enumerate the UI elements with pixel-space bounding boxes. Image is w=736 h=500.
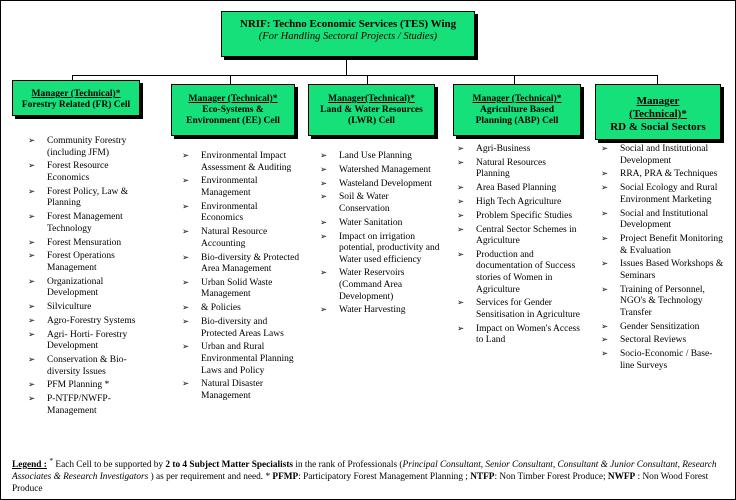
list-item-text: Social and Institutional Development (620, 208, 709, 231)
list-item (182, 317, 302, 340)
list-item (320, 179, 440, 191)
bullet-arrow-icon: ➢ (28, 237, 36, 248)
list-item-text: Water Sanitation (339, 217, 403, 228)
list-item (601, 183, 725, 206)
manager-box-rd (595, 84, 721, 140)
list-item (182, 303, 302, 315)
bullet-arrow-icon: ➢ (28, 136, 36, 146)
manager-cell-name: RD & Social Sectors (610, 121, 706, 133)
legend-text: : Participatory Forest Management Planning ; (298, 471, 471, 482)
bullet-arrow-icon: ➢ (601, 233, 609, 244)
legend-ranks: Principal Consultant, Senior Consultant, Consultant & Junior Consultant, Research Associates & Research Investigators (12, 460, 717, 482)
list-item (182, 227, 302, 250)
list-item (457, 144, 582, 156)
bullet-arrow-icon: ➢ (28, 315, 36, 326)
list-item-text: Central Sector Schemes in Agriculture (476, 224, 577, 247)
list-item (320, 305, 440, 317)
bullet-arrow-icon: ➢ (320, 217, 328, 228)
bullet-arrow-icon: ➢ (182, 227, 190, 238)
list-item-text: Socio-Economic / Base-line Surveys (620, 349, 713, 371)
list-item-text: Agro-Forestry Systems (47, 315, 136, 326)
list-item (457, 225, 582, 248)
bullet-arrow-icon: ➢ (457, 249, 465, 260)
bullet-arrow-icon: ➢ (182, 252, 190, 263)
list-item (182, 342, 302, 377)
bullet-arrow-icon: ➢ (457, 144, 465, 154)
list-item-text: Gender Sensitization (620, 321, 700, 332)
list-item-text: Urban and Rural Environmental Planning Laws and Policy (201, 342, 294, 376)
list-item-text: High Tech Agriculture (476, 196, 562, 207)
list-item-text: Water Harvesting (339, 305, 406, 316)
bullet-arrow-icon: ➢ (457, 298, 465, 309)
bullet-arrow-icon: ➢ (457, 224, 465, 235)
bullet-arrow-icon: ➢ (601, 349, 609, 360)
drop-abp (514, 75, 515, 84)
list-item (28, 380, 146, 392)
manager-title: Manager (Technical)* (472, 94, 562, 104)
abp-cell-items (457, 144, 582, 349)
bullet-arrow-icon: ➢ (320, 231, 328, 242)
list-item (601, 322, 725, 334)
list-item (601, 349, 725, 372)
list-item-text: Forest Policy, Law & Planning (47, 186, 129, 209)
list-item-text: Agri-Business (476, 144, 531, 154)
bullet-arrow-icon: ➢ (457, 196, 465, 207)
bullet-arrow-icon: ➢ (601, 284, 609, 295)
bullet-arrow-icon: ➢ (601, 169, 609, 180)
bullet-arrow-icon: ➢ (601, 183, 609, 194)
lwr-cell-items (320, 151, 440, 319)
list-item-text: Silviculture (47, 302, 92, 313)
list-item (457, 183, 582, 195)
list-item-text: Forest Operations Management (47, 251, 115, 273)
list-item (28, 251, 146, 274)
bullet-arrow-icon: ➢ (457, 323, 465, 334)
manager-box-fr (12, 80, 140, 116)
legend (12, 455, 724, 495)
list-item (601, 169, 725, 181)
list-item (320, 151, 440, 163)
manager-box-ee (171, 84, 295, 136)
list-item-text: Bio-diversity and Protected Areas Laws (201, 317, 284, 339)
manager-box-lwr (308, 84, 435, 136)
manager-cell-name: Forestry Related (FR) Cell (21, 100, 131, 110)
manager-cell-name-2: (LWR) Cell (348, 116, 395, 126)
legend-abbr-nwfp: NWFP (607, 471, 636, 482)
bullet-arrow-icon: ➢ (28, 329, 36, 340)
list-item (182, 176, 302, 199)
list-item (182, 379, 302, 402)
bullet-arrow-icon: ➢ (601, 208, 609, 219)
tes-wing-box (221, 11, 475, 57)
list-item-text: Soil & Water Conservation (339, 192, 390, 214)
list-item-text: Training of Personnel, NGO's & Technology Transfer (620, 284, 705, 318)
rd-cell-items (601, 144, 725, 375)
manager-title: Manager (Technical)* (31, 89, 121, 99)
list-item-text: Natural Disaster Management (201, 379, 263, 401)
list-item (601, 234, 725, 257)
list-item-text: RRA, PRA & Techniques (620, 169, 718, 180)
list-item (182, 253, 302, 276)
ee-cell-items (182, 151, 302, 405)
bullet-arrow-icon: ➢ (457, 183, 465, 194)
list-item-text: Forest Management Technology (47, 212, 123, 234)
list-item (28, 136, 146, 159)
bullet-arrow-icon: ➢ (320, 178, 328, 189)
bullet-arrow-icon: ➢ (457, 210, 465, 221)
list-item (28, 277, 146, 300)
horizontal-bus (72, 75, 657, 76)
drop-lwr (367, 75, 368, 84)
list-item (28, 238, 146, 250)
list-item (457, 298, 582, 321)
list-item-text: Services for Gender Sensitisation in Agriculture (476, 298, 580, 321)
tes-wing-title: NRIF: Techno Economic Services (TES) Wing (239, 18, 457, 30)
list-item-text: Impact on irrigation potential, productivity and Water used efficiency (339, 231, 440, 265)
list-item (28, 212, 146, 235)
bullet-arrow-icon: ➢ (182, 379, 190, 390)
list-item (457, 250, 582, 296)
list-item (320, 165, 440, 177)
manager-cell-name: Land & Water Resources (320, 105, 423, 115)
bullet-arrow-icon: ➢ (182, 342, 190, 353)
legend-text: : Non Wood Forest Produce (12, 471, 709, 494)
drop-rd (657, 75, 658, 84)
bullet-arrow-icon: ➢ (320, 305, 328, 316)
list-item-text: Organizational Development (47, 276, 104, 299)
list-item-text: Social and Institutional Development (620, 144, 709, 166)
legend-text: in the rank of Professionals ( (293, 460, 403, 471)
bullet-arrow-icon: ➢ (28, 380, 36, 391)
bullet-arrow-icon: ➢ (28, 302, 36, 313)
manager-title: Manager(Technical)* (328, 94, 415, 104)
bullet-arrow-icon: ➢ (601, 144, 609, 154)
manager-title-2: (Technical)* (629, 108, 687, 120)
list-item (28, 394, 146, 417)
list-item-text: Problem Specific Studies (476, 210, 573, 221)
list-item (28, 161, 146, 184)
legend-abbr-ntfp: NTFP (470, 471, 495, 482)
list-item-text: Social Ecology and Rural Environment Marketing (620, 183, 718, 205)
list-item (320, 192, 440, 215)
list-item-text: & Policies (201, 303, 241, 314)
list-item-text: PFM Planning * (47, 380, 110, 391)
list-item (457, 324, 582, 347)
manager-title: Manager (Technical)* (188, 94, 278, 104)
list-item-text: Environmental Economics (201, 201, 258, 224)
bullet-arrow-icon: ➢ (601, 335, 609, 346)
bullet-arrow-icon: ➢ (457, 157, 465, 168)
tes-wing-subtitle: (For Handling Sectoral Projects / Studies) (258, 31, 438, 42)
bullet-arrow-icon: ➢ (320, 164, 328, 175)
manager-box-abp (453, 84, 581, 136)
list-item (457, 197, 582, 209)
list-item-text: Environmental Impact Assessment & Auditing (201, 151, 292, 173)
list-item (320, 232, 440, 267)
list-item-text: Forest Resource Economics (47, 161, 109, 183)
bullet-arrow-icon: ➢ (28, 161, 36, 172)
list-item-text: Watershed Management (339, 164, 431, 175)
list-item-text: Community Forestry (including JFM) (47, 136, 127, 158)
bullet-arrow-icon: ➢ (182, 151, 190, 161)
bullet-arrow-icon: ➢ (320, 192, 328, 203)
list-item (28, 316, 146, 328)
legend-abbr-pfmp: PFMP (272, 471, 299, 482)
list-item-text: Issues Based Workshops & Seminars (620, 259, 724, 281)
list-item-text: Area Based Planning (476, 183, 557, 194)
bullet-arrow-icon: ➢ (182, 201, 190, 212)
list-item (601, 209, 725, 232)
list-item-text: Water Reservoirs (Command Area Development) (339, 268, 405, 302)
manager-cell-name: Eco-Systems & (202, 105, 264, 115)
list-item-text: Urban Solid Waste Management (201, 277, 273, 300)
bullet-arrow-icon: ➢ (320, 268, 328, 279)
list-item-text: Natural Resource Accounting (201, 227, 268, 249)
list-item-text: P-NTFP/NWFP-Management (47, 394, 111, 416)
bullet-arrow-icon: ➢ (28, 212, 36, 223)
legend-text: : Non Timber Forest Produce; (494, 471, 608, 482)
list-item (601, 285, 725, 320)
manager-cell-name: Agriculture Based (480, 105, 554, 115)
bullet-arrow-icon: ➢ (28, 186, 36, 197)
list-item (320, 268, 440, 303)
bullet-arrow-icon: ➢ (182, 176, 190, 187)
list-item-text: Project Benefit Monitoring & Evaluation (620, 233, 723, 256)
legend-text: ) as per requirement and need. * (148, 471, 273, 482)
bullet-arrow-icon: ➢ (320, 151, 328, 161)
list-item-text: Production and documentation of Success stories of Women in Agriculture (476, 249, 576, 295)
list-item (182, 151, 302, 174)
drop-ee (230, 75, 231, 84)
list-item-text: Land Use Planning (339, 151, 412, 161)
list-item-text: Impact on Women's Access to Land (476, 323, 580, 346)
list-item (601, 335, 725, 347)
bullet-arrow-icon: ➢ (601, 259, 609, 270)
list-item-text: Conservation & Bio-diversity Issues (47, 354, 127, 377)
fr-cell-items (28, 136, 146, 420)
list-item (28, 302, 146, 314)
bullet-arrow-icon: ➢ (28, 394, 36, 405)
bullet-arrow-icon: ➢ (182, 277, 190, 288)
legend-label: Legend : (12, 460, 47, 471)
legend-text: Each Cell to be supported by (53, 460, 166, 471)
list-item-text: Agri- Horti- Forestry Development (47, 329, 128, 352)
root-stem (346, 56, 347, 75)
list-item (601, 144, 725, 167)
bullet-arrow-icon: ➢ (182, 303, 190, 314)
list-item (182, 202, 302, 225)
legend-asterisk: * (49, 456, 54, 465)
bullet-arrow-icon: ➢ (28, 276, 36, 287)
list-item (28, 355, 146, 378)
legend-specialists: 2 to 4 Subject Matter Specialists (165, 460, 294, 471)
list-item-text: Natural Resources Planning (476, 157, 546, 180)
list-item-text: Wasteland Development (339, 178, 432, 189)
list-item (457, 211, 582, 223)
list-item-text: Forest Mensuration (47, 237, 122, 248)
list-item (28, 187, 146, 210)
manager-cell-name-2: Environment (EE) Cell (186, 116, 280, 126)
list-item-text: Environmental Management (201, 176, 258, 198)
bullet-arrow-icon: ➢ (601, 321, 609, 332)
list-item (182, 278, 302, 301)
list-item (28, 330, 146, 353)
manager-title: Manager (636, 95, 680, 107)
manager-cell-name-2: Planning (ABP) Cell (475, 116, 559, 126)
list-item-text: Sectoral Reviews (620, 335, 687, 346)
list-item (601, 259, 725, 282)
bullet-arrow-icon: ➢ (28, 354, 36, 365)
list-item (320, 218, 440, 230)
list-item-text: Bio-diversity & Protected Area Management (201, 252, 300, 275)
bullet-arrow-icon: ➢ (182, 317, 190, 328)
bullet-arrow-icon: ➢ (28, 251, 36, 262)
list-item (457, 158, 582, 181)
